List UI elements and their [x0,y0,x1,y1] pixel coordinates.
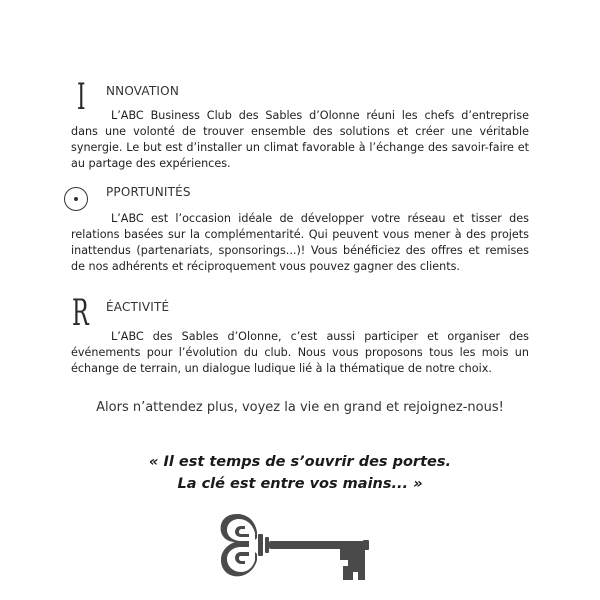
call-to-action: Alors n’attendez plus, voyez la vie en grand et rejoignez-nous! [96,400,504,415]
heading-reactivite: ÉACTIVITÉ [106,300,170,314]
heading-innovation: NNOVATION [106,84,179,98]
circle-dot-icon [74,197,78,201]
initial-letter-o-icon [64,187,88,211]
paragraph-opportunites: L’ABC est l’occasion idéale de développer votre réseau et tisser des relations basées sur la complémentarité. Qui peuvent vous mener à des projets inattendus (partenariats, sponsorings...)! Vous bénéficiez des offres et remises de nos adhérents et réciproquement vous pouvez gagner des clients. [71,212,529,273]
initial-letter-i: I [77,77,86,118]
paragraph-innovation: L’ABC Business Club des Sables d’Olonne réuni les chefs d’entreprise dans une volonté de trouver ensemble des solutions et créer une véritable synergie. Le but est d’installer un climat favorable à l’échange des savoir-faire et au partage des expériences. [71,109,529,170]
key-icon [215,506,385,586]
paragraph-reactivite: L’ABC des Sables d’Olonne, c’est aussi participer et organiser des événements pour l’évolution du club. Nous vous proposons tous les mois un échange de terrain, un dialogue ludique lié à la thématique de notre choix. [71,330,529,375]
quote-line-2: La clé est entre vos mains... » [177,476,423,492]
quote [0,451,600,495]
heading-opportunites: PPORTUNITÉS [106,185,191,199]
initial-letter-r: R [72,293,89,334]
quote-line-1: « Il est temps de s’ouvrir des portes. [148,454,451,470]
